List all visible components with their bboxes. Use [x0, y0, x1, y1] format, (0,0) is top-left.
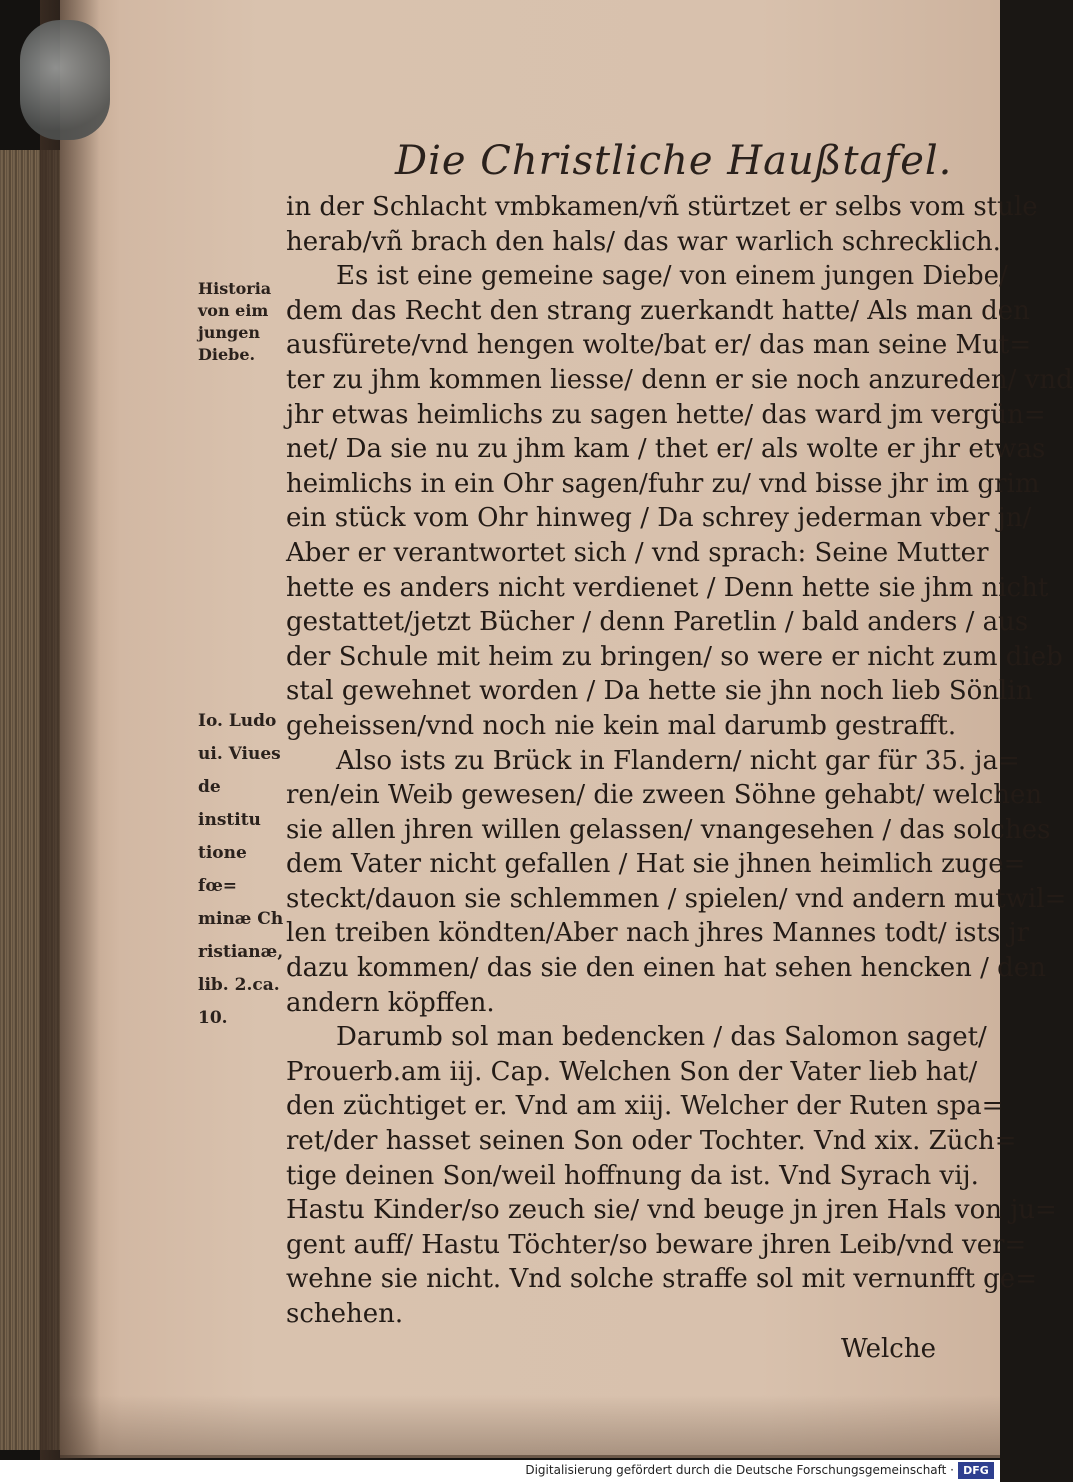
text-line: Darumb sol man bedencken / das Salomon saget/	[336, 1022, 987, 1053]
text-line: ter zu jhm kommen liesse/ denn er sie noch anzureden/ vnd	[286, 364, 1073, 395]
text-line: stal gewehnet worden / Da hette sie jhn noch lieb Sönlin	[286, 676, 1033, 707]
text-line: herab/vñ brach den hals/ das war warlich schrecklich.	[286, 226, 1001, 257]
text-line: dem das Recht den strang zuerkandt hatte/ Als man den	[286, 295, 1030, 326]
text-line: net/ Da sie nu zu jhm kam / thet er/ als wolte er jhr etwas	[286, 434, 1046, 465]
text-line: Hastu Kinder/so zeuch sie/ vnd beuge jn jren Hals von ju=	[286, 1195, 1057, 1226]
margin-note-line: 10.	[198, 1008, 228, 1028]
margin-note-historia	[198, 278, 288, 366]
margin-note-line: jungen	[198, 323, 261, 342]
page-clip-icon	[20, 20, 110, 140]
margin-note-line: ristianæ,	[198, 942, 284, 962]
funding-credit: Digitalisierung gefördert durch die Deutsche Forschungsgemeinschaft ·	[525, 1463, 954, 1477]
text-line: dazu kommen/ das sie den einen hat sehen hencken / den	[286, 953, 1046, 984]
text-line: tige deinen Son/weil hoffnung da ist. Vnd Syrach vij.	[286, 1160, 979, 1191]
text-line: wehne sie nicht. Vnd solche straffe sol mit vernunfft ge=	[286, 1264, 1037, 1295]
gutter-shadow	[40, 0, 100, 1460]
text-line: ausfürete/vnd hengen wolte/bat er/ das man seine Mut=	[286, 330, 1032, 361]
catchword: Welche	[841, 1333, 936, 1364]
text-line: ein stück vom Ohr hinweg / Da schrey jederman vber jn/	[286, 503, 1032, 534]
margin-note-vives	[198, 705, 288, 1035]
page-bottom-shadow	[60, 1395, 1000, 1455]
text-line: heimlichs in ein Ohr sagen/fuhr zu/ vnd bisse jhr im grim	[286, 468, 1040, 499]
text-line: der Schule mit heim zu bringen/ so were er nicht zum dieb	[286, 641, 1063, 672]
text-line: Aber er verantwortet sich / vnd sprach: Seine Mutter	[286, 537, 989, 568]
text-line: Also ists zu Brück in Flandern/ nicht gar für 35. ja=	[336, 745, 1020, 776]
text-line: Es ist eine gemeine sage/ von einem jungen Diebe/	[336, 261, 1008, 292]
running-head: Die Christliche Haußtafel.	[395, 138, 953, 184]
text-line: geheissen/vnd noch nie kein mal darumb gestrafft.	[286, 710, 957, 741]
text-line: gent auff/ Hastu Töchter/so beware jhren Leib/vnd ver=	[286, 1229, 1027, 1260]
text-line: in der Schlacht vmbkamen/vñ stürtzet er selbs vom stule	[286, 192, 1038, 222]
text-line: andern köpffen.	[286, 987, 495, 1018]
margin-note-line: Diebe.	[198, 345, 256, 364]
main-text-block	[286, 190, 1073, 1366]
margin-note-line: ui. Viues	[198, 744, 281, 764]
margin-note-line: von eim	[198, 301, 269, 320]
text-line: ret/der hasset seinen Son oder Tochter. Vnd xix. Züch=	[286, 1126, 1017, 1157]
text-line: den züchtiget er. Vnd am xiij. Welcher der Ruten spa=	[286, 1091, 1004, 1122]
text-line: sie allen jhren willen gelassen/ vnangesehen / das solches	[286, 814, 1051, 845]
text-line: dem Vater nicht gefallen / Hat sie jhnen heimlich zuge=	[286, 849, 1026, 880]
text-line: hette es anders nicht verdienet / Denn hette sie jhm nicht	[286, 572, 1049, 603]
text-line: gestattet/jetzt Bücher / denn Paretlin / bald anders / aus	[286, 607, 1029, 638]
text-line: jhr etwas heimlichs zu sagen hette/ das ward jm vergün=	[286, 399, 1046, 430]
margin-note-line: Io. Ludo	[198, 711, 277, 731]
dfg-logo-icon: DFG	[958, 1462, 994, 1479]
text-line: len treiben köndten/Aber nach jhres Mannes todt/ ists jr	[286, 918, 1030, 949]
margin-note-line: lib. 2.ca.	[198, 975, 280, 995]
footer-bar	[0, 1460, 1000, 1482]
text-line: schehen.	[286, 1299, 404, 1329]
margin-note-line: de institu	[198, 777, 261, 830]
margin-note-line: minæ Ch	[198, 909, 284, 929]
text-line: ren/ein Weib gewesen/ die zween Söhne gehabt/ welchen	[286, 780, 1043, 811]
text-line: steckt/dauon sie schlemmen / spielen/ vnd andern mutwil=	[286, 883, 1067, 914]
margin-note-line: Historia	[198, 279, 272, 298]
margin-note-line: tione fœ=	[198, 843, 247, 896]
text-line: Prouerb.am iij. Cap. Welchen Son der Vater lieb hat/	[286, 1056, 978, 1087]
